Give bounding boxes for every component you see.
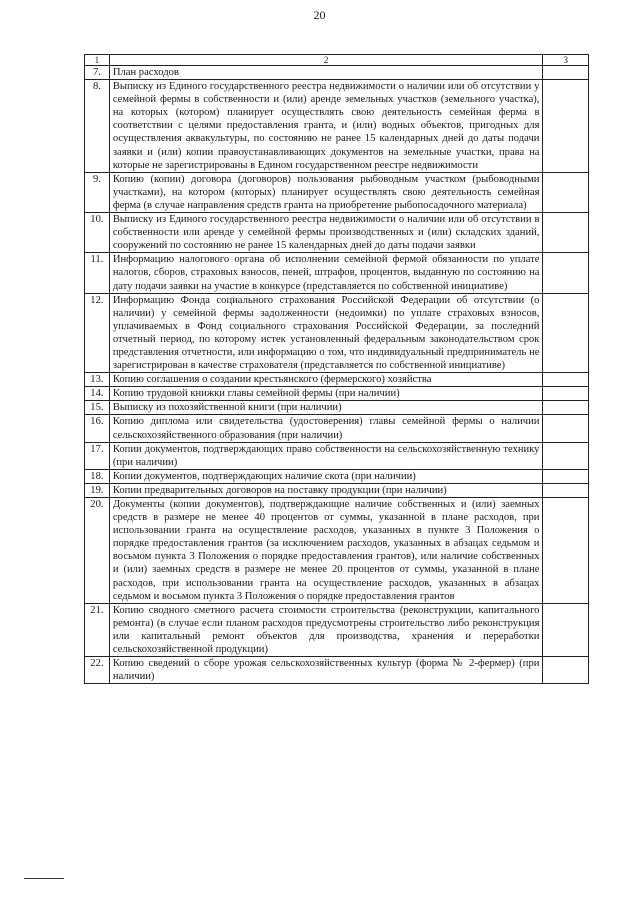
table-row: [85, 293, 589, 373]
table-row: [85, 603, 589, 656]
table-row: [85, 401, 589, 415]
document-description: Выписку из Единого государственного реестра недвижимости о наличии или об отсутствии в собственности или аренде у семейной фермы производственных и (или) складских зданий, сооружений по состоянию не ранее 15 календарных дней до даты подачи заявки: [109, 213, 543, 253]
row-number: 12.: [85, 293, 110, 373]
documents-table: [84, 54, 589, 684]
table-row: [85, 172, 589, 212]
mark-cell: [543, 213, 589, 253]
table-row: [85, 415, 589, 442]
document-description: План расходов: [109, 66, 543, 80]
row-number: 17.: [85, 442, 110, 469]
mark-cell: [543, 172, 589, 212]
column-header-mark: 3: [543, 55, 589, 66]
mark-cell: [543, 498, 589, 604]
table-row: [85, 387, 589, 401]
row-number: 16.: [85, 415, 110, 442]
table-header-row: [85, 55, 589, 66]
document-description: Копии документов, подтверждающих наличие скота (при наличии): [109, 469, 543, 483]
table-row: [85, 469, 589, 483]
mark-cell: [543, 253, 589, 293]
document-description: Копию соглашения о создании крестьянского (фермерского) хозяйства: [109, 373, 543, 387]
mark-cell: [543, 483, 589, 497]
mark-cell: [543, 66, 589, 80]
table-row: [85, 80, 589, 173]
document-description: Выписку из Единого государственного реестра недвижимости о наличии или об отсутствии у семейной фермы в собственности и (или) аренде земельных участков (земельного участка), на которых (котором) планирует осуществлять свою деятельность семейная ферма в соответствии с целями предоставления гранта, и (или) водных объектов, пригодных для осуществления аквакультуры, по состоянию не ранее 15 календарных дней до даты подачи заявки и (или) копии правоустанавливающих документов на земельные участки, права на которые не зарегистрированы в Едином государственном реестре недвижимости: [109, 80, 543, 173]
table-body: [85, 66, 589, 684]
document-description: Информацию Фонда социального страхования Российской Федерации об отсутствии (о наличии) у семейной фермы задолженности (недоимки) по уплате страховых взносов, уплачиваемых в Фонд социального страхования Российской Федерации, за последний отчетный период, по которому истек установленный федеральным законодательством срок представления отчетности, или информацию о том, что индивидуальный предприниматель не зарегистрирован в качестве страхователя (представляется по собственной инициативе): [109, 293, 543, 373]
page-number: 20: [313, 8, 326, 22]
document-description: Выписку из похозяйственной книги (при наличии): [109, 401, 543, 415]
mark-cell: [543, 80, 589, 173]
row-number: 11.: [85, 253, 110, 293]
mark-cell: [543, 603, 589, 656]
table-row: [85, 657, 589, 684]
document-description: Копии документов, подтверждающих право собственности на сельскохозяйственную технику (при наличии): [109, 442, 543, 469]
table-row: [85, 213, 589, 253]
document-description: Копию (копии) договора (договоров) пользования рыбоводным участком (рыбоводными участками), на котором (которых) планирует осуществлять свою деятельность семейная ферма (в случае направления средств гранта на приобретение рыбопосадочного материала): [109, 172, 543, 212]
mark-cell: [543, 442, 589, 469]
row-number: 14.: [85, 387, 110, 401]
table-row: [85, 483, 589, 497]
document-description: Копию сведений о сборе урожая сельскохозяйственных культур (форма № 2-фермер) (при наличии): [109, 657, 543, 684]
mark-cell: [543, 401, 589, 415]
document-description: Копию трудовой книжки главы семейной фермы (при наличии): [109, 387, 543, 401]
row-number: 13.: [85, 373, 110, 387]
document-description: Информацию налогового органа об исполнении семейной фермой обязанности по уплате налогов, сборов, страховых взносов, пеней, штрафов, процентов, выданную по состоянию на дату подачи заявки на участие в конкурсе (представляется по собственной инициативе): [109, 253, 543, 293]
table-row: [85, 66, 589, 80]
row-number: 7.: [85, 66, 110, 80]
column-header-document: 2: [109, 55, 543, 66]
row-number: 8.: [85, 80, 110, 173]
row-number: 9.: [85, 172, 110, 212]
row-number: 21.: [85, 603, 110, 656]
document-description: Копию сводного сметного расчета стоимости строительства (реконструкции, капитального ремонта) (в случае если планом расходов предусмотрены строительство либо реконструкция или капитальный ремонт объектов для производства, хранения и переработки сельскохозяйственной продукции): [109, 603, 543, 656]
table-row: [85, 253, 589, 293]
table-row: [85, 498, 589, 604]
row-number: 20.: [85, 498, 110, 604]
table-row: [85, 442, 589, 469]
row-number: 18.: [85, 469, 110, 483]
row-number: 19.: [85, 483, 110, 497]
mark-cell: [543, 293, 589, 373]
row-number: 15.: [85, 401, 110, 415]
row-number: 10.: [85, 213, 110, 253]
row-number: 22.: [85, 657, 110, 684]
column-header-number: 1: [85, 55, 110, 66]
mark-cell: [543, 373, 589, 387]
mark-cell: [543, 387, 589, 401]
mark-cell: [543, 469, 589, 483]
document-description: Копии предварительных договоров на поставку продукции (при наличии): [109, 483, 543, 497]
footer-rule: [24, 878, 64, 879]
document-description: Документы (копии документов), подтверждающие наличие собственных и (или) заемных средств в размере не менее 40 процентов от суммы, указанной в плане расходов, при использовании гранта на осуществление расходов, указанных в пункте 3 Положения о порядке предоставления грантов (за исключением расходов, указанных в абзацах седьмом и восьмом пункта 3 Положения о порядке предоставления грантов), или наличие собственных и (или) заемных средств в размере не менее 20 процентов от суммы, указанной в плане расходов, при использовании гранта на осуществление расходов, указанных в абзацах седьмом и восьмом пункта 3 Положения о порядке предоставления грантов: [109, 498, 543, 604]
mark-cell: [543, 415, 589, 442]
document-description: Копию диплома или свидетельства (удостоверения) главы семейной фермы о наличии сельскохозяйственного образования (при наличии): [109, 415, 543, 442]
table-row: [85, 373, 589, 387]
mark-cell: [543, 657, 589, 684]
